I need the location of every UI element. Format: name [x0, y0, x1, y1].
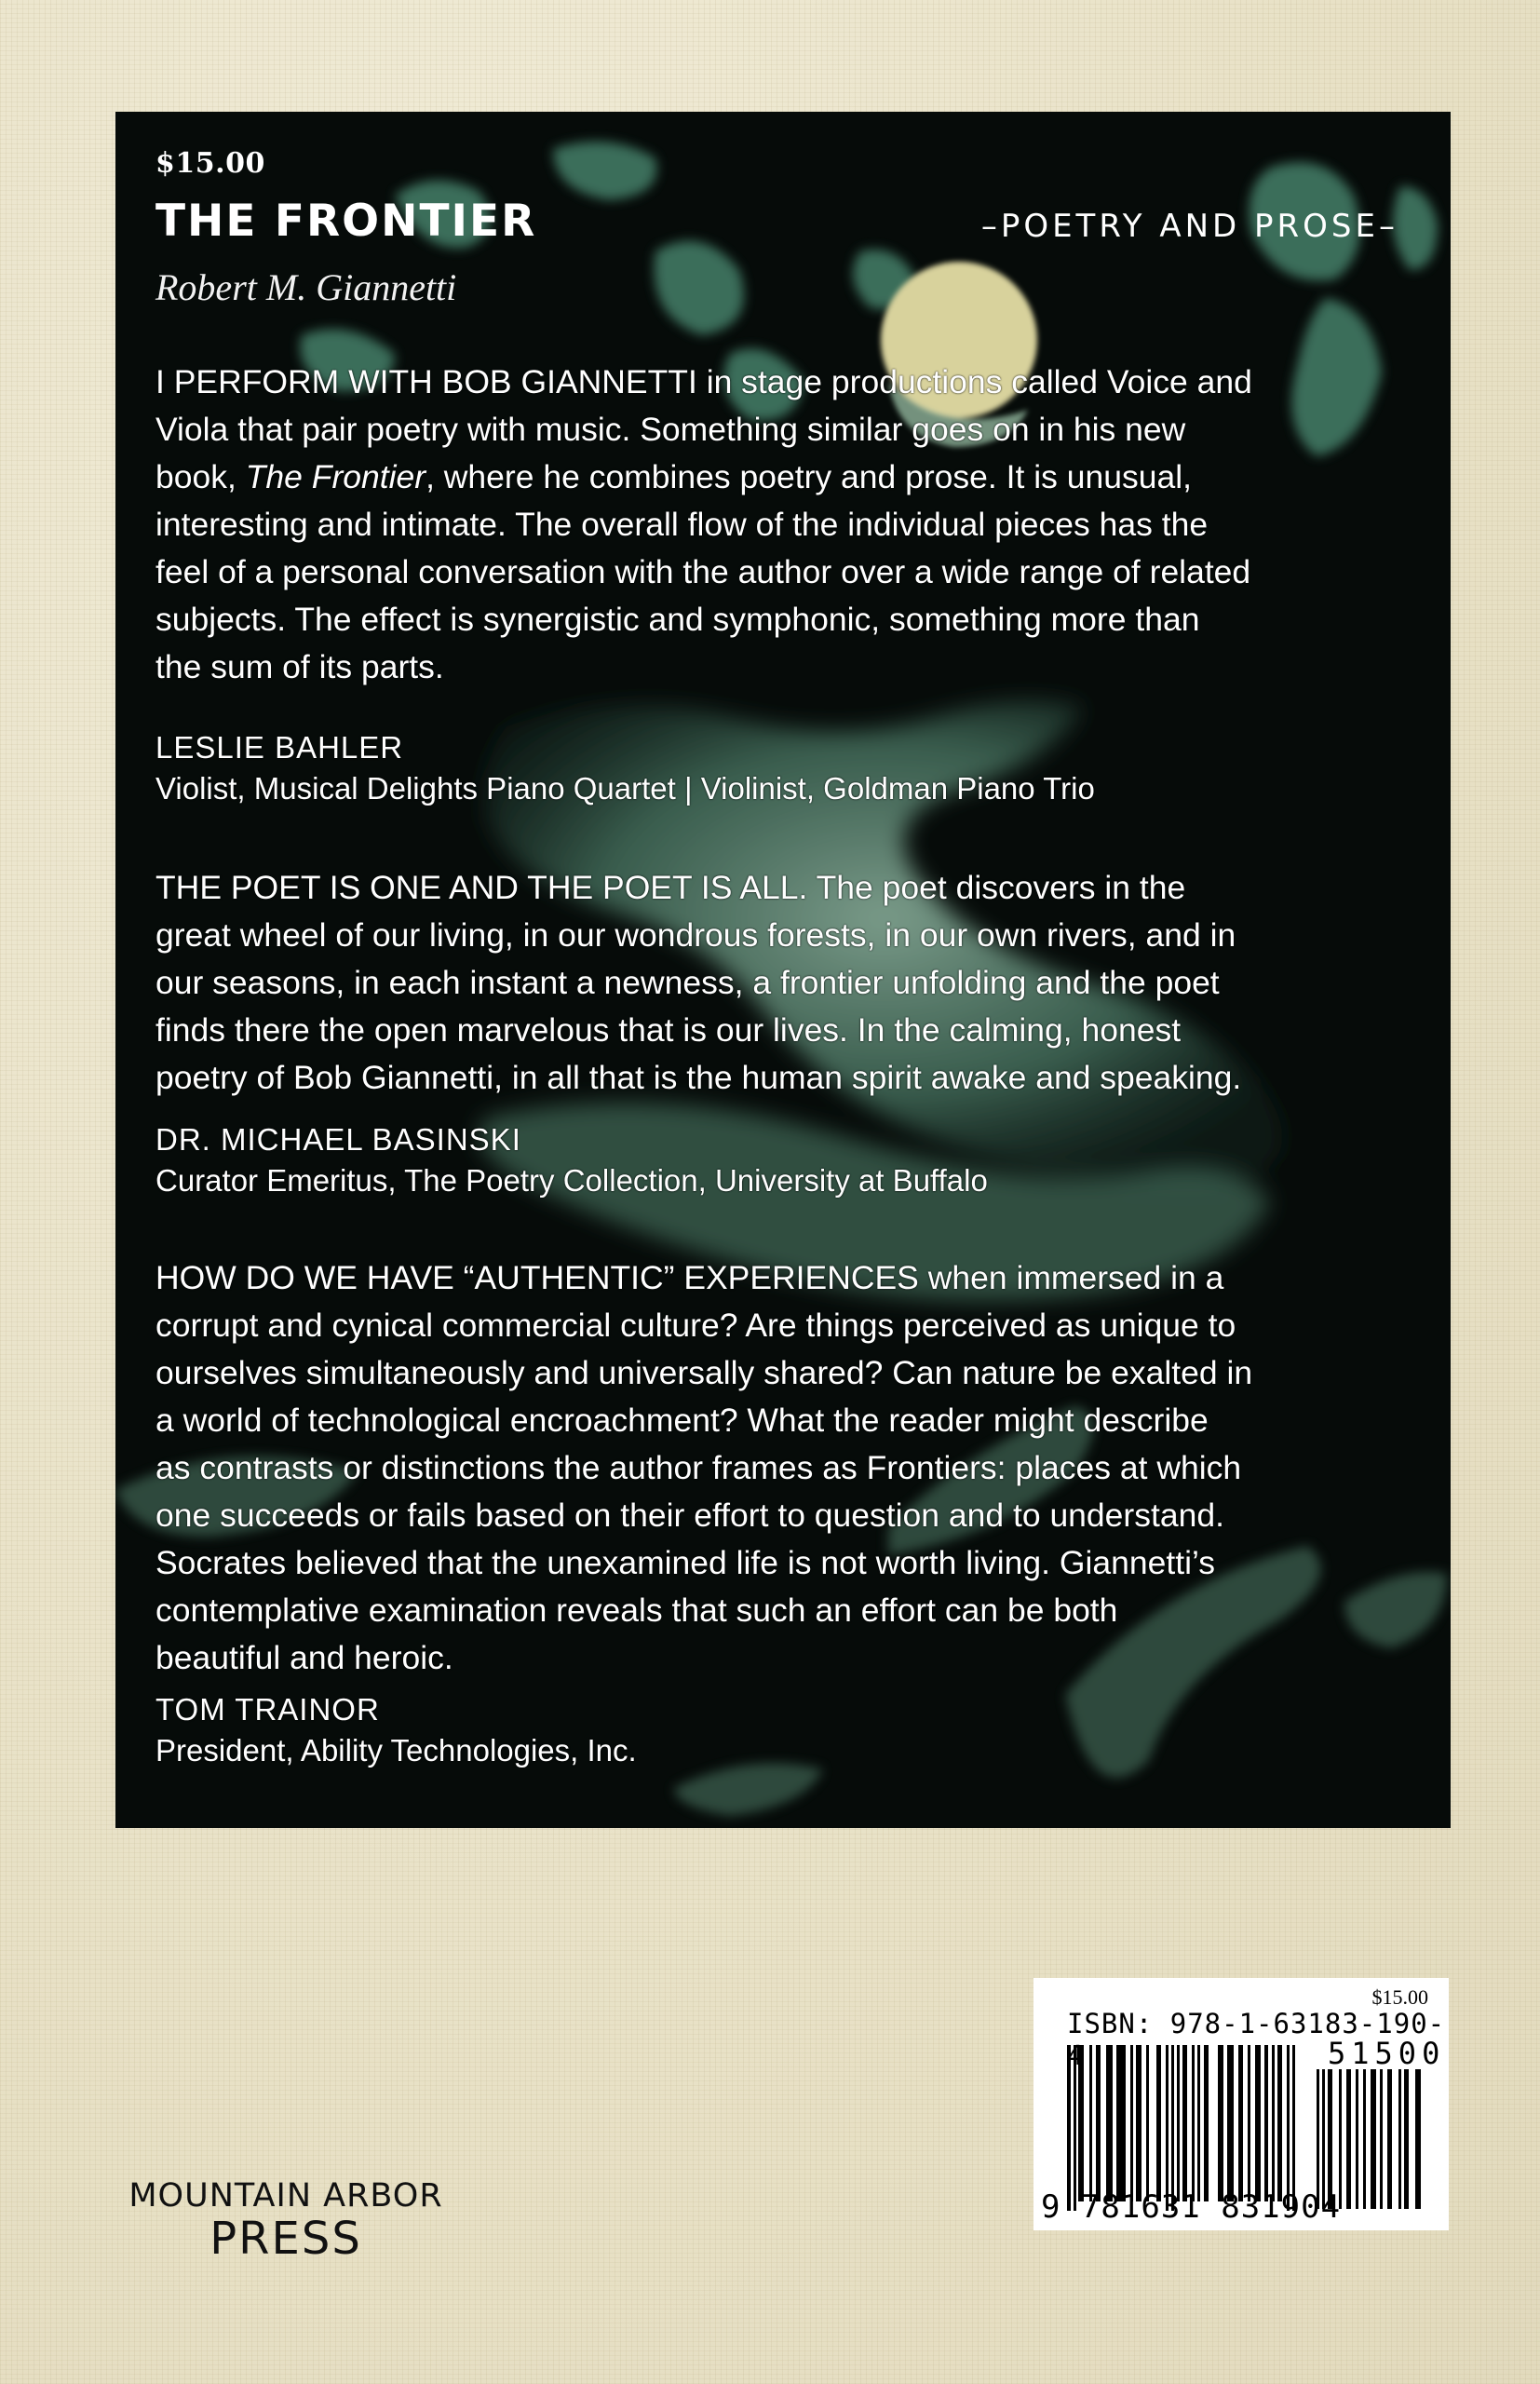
- blurb-line: interesting and intimate. The overall flow of the individual pieces has the: [155, 506, 1209, 543]
- attribution-name: TOM TRAINOR: [155, 1692, 380, 1727]
- publisher-logo: [114, 2177, 458, 2263]
- blurb-line: I PERFORM WITH BOB GIANNETTI in stage productions called Voice and: [155, 363, 1252, 400]
- blurb-line: Viola that pair poetry with music. Something similar goes on in his new: [155, 411, 1186, 448]
- blurb-line: THE POET IS ONE AND THE POET IS ALL. The poet discovers in the: [155, 869, 1186, 906]
- attribution-role: President, Ability Technologies, Inc.: [155, 1733, 637, 1768]
- attribution-name: LESLIE BAHLER: [155, 730, 404, 765]
- blurb-line: feel of a personal conversation with the author over a wide range of related: [155, 553, 1251, 590]
- barcode-addon: 51500: [1328, 2036, 1446, 2071]
- blurb-line: great wheel of our living, in our wondrous forests, in our own rivers, and in: [155, 916, 1236, 954]
- isbn-label: ISBN: 978-1-63183-190-4: [1067, 2008, 1446, 2071]
- blurb-line: book, The Frontier, where he combines poetry and prose. It is unusual,: [155, 458, 1192, 495]
- isbn-barcode: [1033, 1978, 1449, 2230]
- blurb-line: Socrates believed that the unexamined life is not worth living. Giannetti’s: [155, 1544, 1215, 1581]
- blurb-line: subjects. The effect is synergistic and symphonic, something more than: [155, 601, 1200, 638]
- blurb-line: contemplative examination reveals that such an effort can be both: [155, 1592, 1118, 1629]
- book-title-italic: The Frontier: [245, 458, 426, 495]
- book-subtitle: –POETRY AND PROSE–: [980, 208, 1398, 245]
- publisher-name-line2: PRESS: [209, 2213, 362, 2265]
- blurb-lead: THE POET IS ONE AND THE POET IS ALL.: [155, 869, 808, 906]
- blurb-line: corrupt and cynical commercial culture? Are things perceived as unique to: [155, 1307, 1236, 1344]
- blurb-line: poetry of Bob Giannetti, in all that is the human spirit awake and speaking.: [155, 1059, 1242, 1096]
- barcode-digits: 9 781631 831904: [1041, 2188, 1342, 2226]
- blurb-lead: I PERFORM WITH BOB GIANNETTI: [155, 363, 697, 400]
- cover-price: $15.00: [155, 147, 265, 180]
- blurb-lead: HOW DO WE HAVE “AUTHENTIC” EXPERIENCES: [155, 1259, 919, 1296]
- blurb-line: ourselves simultaneously and universally shared? Can nature be exalted in: [155, 1354, 1253, 1391]
- author-name: Robert M. Giannetti: [155, 266, 457, 308]
- publisher-name-line1: MOUNTAIN ARBOR: [128, 2177, 443, 2215]
- blurb-line: a world of technological encroachment? What the reader might describe: [155, 1402, 1209, 1439]
- blurb-1: [155, 359, 1440, 691]
- back-cover-panel: [115, 112, 1451, 1828]
- barcode-price: $15.00: [1371, 1985, 1428, 2009]
- blurb-3: [155, 1254, 1440, 1682]
- attribution-name: DR. MICHAEL BASINSKI: [155, 1122, 521, 1157]
- attribution-role: Violist, Musical Delights Piano Quartet | Violinist, Goldman Piano Trio: [155, 771, 1095, 806]
- blurb-line: our seasons, in each instant a newness, a frontier unfolding and the poet: [155, 964, 1220, 1001]
- blurb-2: [155, 864, 1440, 1102]
- blurb-line: as contrasts or distinctions the author frames as Frontiers: places at which: [155, 1449, 1242, 1486]
- blurb-line: beautiful and heroic.: [155, 1639, 453, 1676]
- blurb-line: HOW DO WE HAVE “AUTHENTIC” EXPERIENCES when immersed in a: [155, 1259, 1224, 1296]
- blurb-line: finds there the open marvelous that is our lives. In the calming, honest: [155, 1011, 1182, 1049]
- attribution-role: Curator Emeritus, The Poetry Collection, University at Buffalo: [155, 1163, 988, 1198]
- blurb-line: the sum of its parts.: [155, 648, 444, 685]
- book-title: THE FRONTIER: [155, 196, 537, 247]
- blurb-line: one succeeds or fails based on their effort to question and to understand.: [155, 1497, 1224, 1534]
